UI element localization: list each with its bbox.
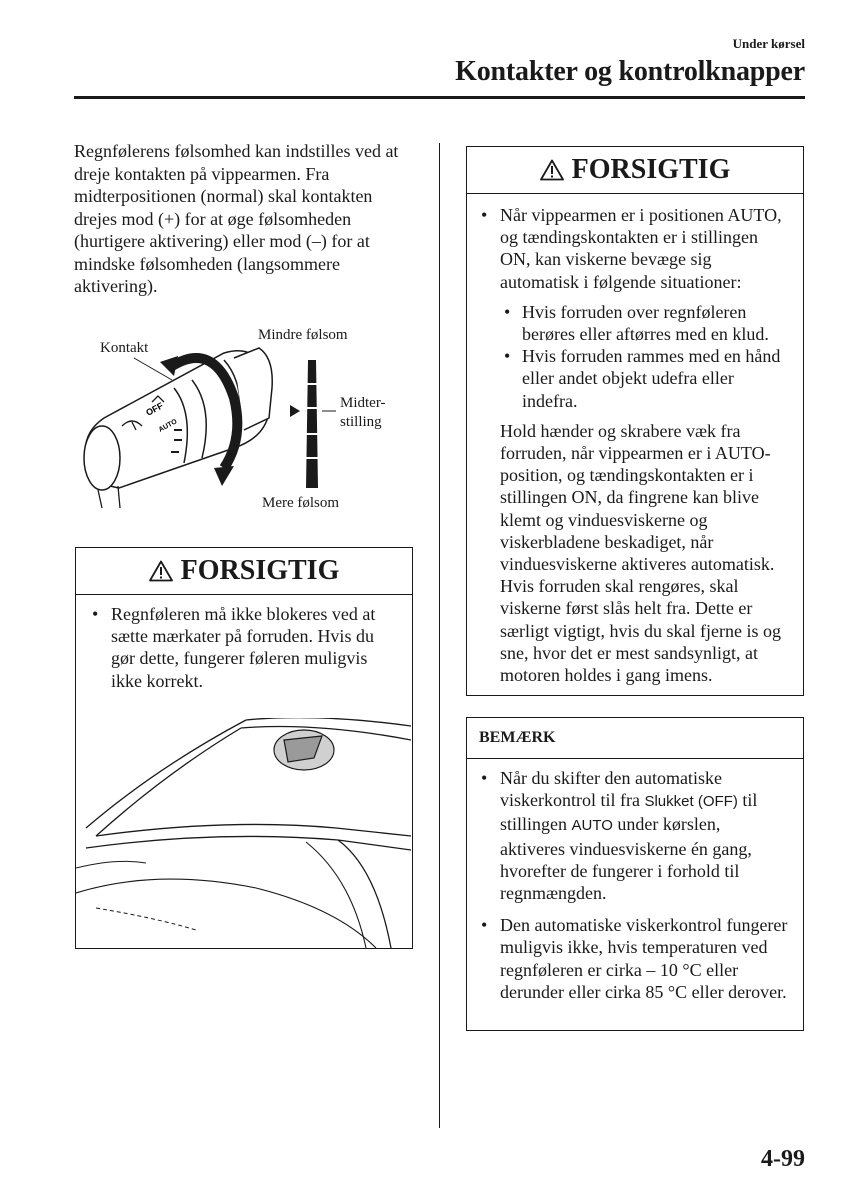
stalk-auto-label: AUTO (157, 418, 179, 434)
caution-bullet-text: Når vippearmen er i positionen AUTO, og tændingskontakten er i stillingen ON, kan viskerne bevæge sig automatisk i følgende situationer: (500, 205, 782, 292)
label-less-sensitive: Mindre følsom (258, 327, 348, 343)
note-text: til stillingen (500, 790, 758, 835)
column-divider (439, 143, 440, 1128)
title-rule (74, 96, 805, 99)
caution-sub-item: • Hvis forruden over regnføleren berøres eller aftørres med en klud. (500, 301, 789, 345)
intro-paragraph: Regnfølerens følsomhed kan indstilles ved at dreje kontakten på vippearmen. Fra midterpositionen (normal) skal kontakten drejes mod (+) for at øge følsomheden (hurtigere aktivering) eller mod (–) for at mindske følsomheden (langsommere aktivering). (74, 141, 399, 296)
page-title: Kontakter og kontrolknapper (455, 56, 805, 87)
note-text: under kørslen, aktiveres vinduesviskerne én gang, hvorefter de fungerer i forhold til regnmængden. (500, 814, 752, 904)
caution-header (467, 147, 803, 194)
warning-triangle-icon (149, 560, 173, 582)
label-middle-1: Midter- (340, 395, 386, 411)
stalk-off-label: OFF (144, 400, 165, 418)
caution-paragraph: Hold hænder og skrabere væk fra forruden, når vippearmen er i AUTO-position, og tændingskontakten er i stillingen ON, da fingrene kan blive klemt og vinduesviskerne og viskerbladene beskadiget, når vinduesviskerne aktiveres automatisk. Hvis forruden skal rengøres, skal viskerne først slås helt fra. Dette er særligt vigtigt, hvis du skal fjerne is og sne, hvor det er mest sandsynligt, at motoren holdes i gang imens. (500, 420, 781, 686)
caution-bullet: • Regnføleren må ikke blokeres ved at sætte mærkater på forruden. Hvis du gør dette, fungerer føleren muligvis ikke korrekt. (86, 603, 396, 692)
note-list (475, 767, 789, 1003)
auto-position-label: AUTO (571, 817, 613, 835)
section-label: Under kørsel (732, 36, 805, 51)
caution-list (475, 204, 789, 412)
caution-box-left (75, 547, 413, 949)
caution-header (76, 548, 412, 595)
wiper-stalk-figure (74, 318, 414, 518)
label-contact: Kontakt (100, 340, 149, 356)
caution-sub-list (500, 301, 789, 412)
label-middle-2: stilling (340, 414, 382, 430)
off-position-label: Slukket (OFF) (644, 793, 738, 811)
caution-title: FORSIGTIG (571, 154, 731, 185)
label-more-sensitive: Mere følsom (262, 495, 340, 511)
note-bullet (475, 767, 789, 904)
windshield-sensor-illustration (76, 718, 411, 948)
middle-position-arrow (290, 405, 300, 417)
caution-bullet (475, 204, 789, 412)
note-text: Når du skifter den automatiske viskerkontrol til fra (500, 768, 722, 811)
caution-sub-item: • Hvis forruden rammes med en hånd eller andet objekt udefra eller indefra. (500, 345, 789, 412)
caution-list (86, 603, 396, 692)
caution-box-right (466, 146, 804, 696)
caution-title: FORSIGTIG (180, 555, 340, 586)
note-bullet: • Den automatiske viskerkontrol fungerer muligvis ikke, hvis temperaturen ved regnføleren er cirka – 10 °C eller derunder eller cirka 85 °C eller derover. (475, 914, 789, 1003)
warning-triangle-icon (540, 159, 564, 181)
sensitivity-wedge (306, 360, 318, 488)
note-title: BEMÆRK (467, 718, 803, 759)
note-box (466, 717, 804, 1031)
page-number: 4-99 (761, 1146, 805, 1172)
